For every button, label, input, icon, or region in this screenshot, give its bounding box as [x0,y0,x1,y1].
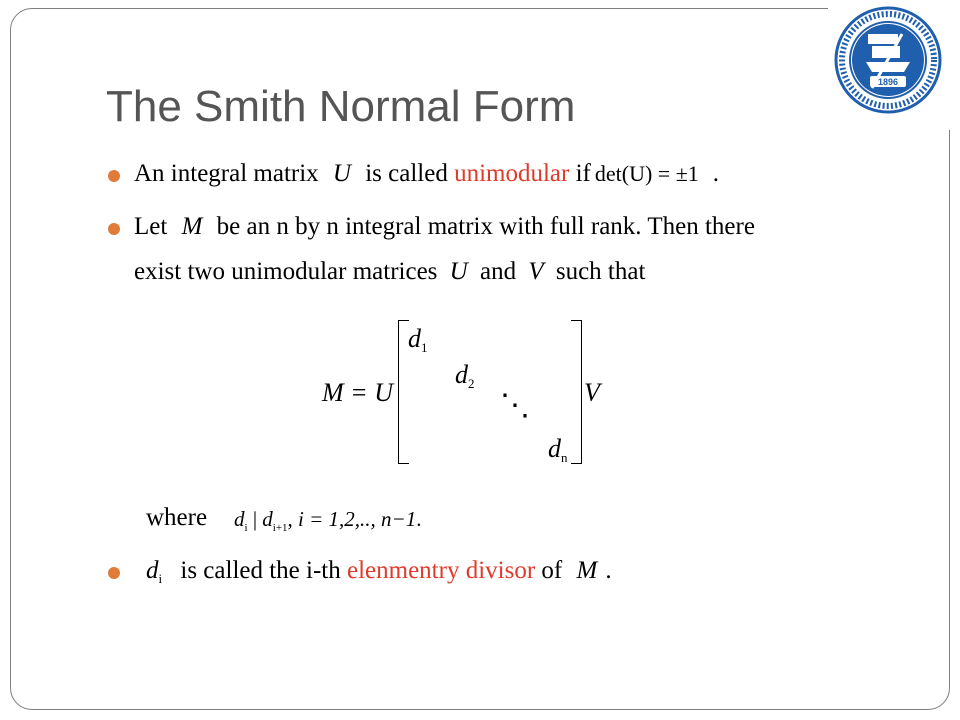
var-d-i: $d_i$ [146,557,163,586]
bullet2-and: and [479,258,517,285]
var-m: M [181,213,203,240]
where-label: where [146,504,208,531]
term-unimodular: unimodular [454,160,570,187]
bullet2-mid: be an n by n integral matrix with full rank. Then there [216,213,755,240]
matrix-right-bracket [571,320,582,464]
matrix-entry-d2: d2 [455,360,475,391]
matrix-entry-dn: dn [548,434,568,465]
bullet3-mid: is called the i-th [180,557,341,584]
bullet2-line1 [134,213,755,241]
equation-rhs: V [584,378,600,407]
var-u: U [332,160,351,187]
bullet-marker [108,170,120,182]
svg-text:1896: 1896 [877,77,899,87]
equation-lhs: M = U [322,378,393,407]
bullet-marker [108,567,120,579]
det-formula: det(U) = ±1 [594,161,699,186]
bullet3-end: . [605,557,612,584]
bullet3-of: of [541,557,563,584]
bullet-marker [108,223,120,235]
bullet2-line2 [134,258,645,286]
bullet1-tail: if [575,160,591,187]
var-m: M [576,557,598,584]
bullet1-lead: An integral matrix [134,160,319,187]
var-v: V [528,258,544,285]
var-u: U [449,258,468,285]
term-elenmentry-divisor: elenmentry divisor [347,557,536,584]
university-logo-icon [832,4,944,116]
bullet1-end: . [712,160,720,187]
matrix-diagonal-dots: ⋱ [500,389,530,422]
bullet1-line [134,160,719,188]
bullet2-line2-tail: such that [555,258,646,285]
bullet2-lead: Let [134,213,168,240]
matrix-entry-d1: d1 [408,324,428,355]
bullet2-line2-lead: exist two unimodular matrices [134,258,438,285]
slide-title: The Smith Normal Form [106,82,576,131]
where-condition: $d_i$ | $d_{i+1}$, i = 1,2,.., n−1. [234,507,422,534]
bullet1-mid: is called [365,160,448,187]
bullet3-line [146,557,612,585]
